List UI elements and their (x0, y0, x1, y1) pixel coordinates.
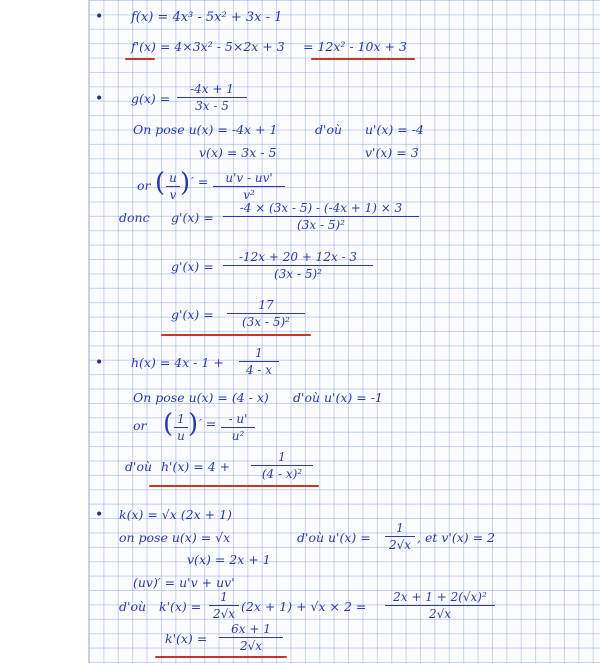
k-prime-1-a-num: 1 (220, 590, 228, 604)
g-prime-2-fraction (223, 251, 373, 280)
g-on-pose: On pose u(x) = -4x + 1 (133, 122, 278, 137)
g-prime-1-num: -4 × (3x - 5) - (-4x + 1) × 3 (239, 201, 403, 215)
g-fraction-bar (177, 97, 247, 98)
bullet-g: • (95, 91, 104, 107)
k-dou: d'où u'(x) = (297, 530, 371, 545)
h-bar (239, 361, 279, 362)
f-derivative: f'(x) = 4×3x² - 5×2x + 3 (131, 39, 285, 54)
g-prime-2-num: -12x + 20 + 12x - 3 (238, 250, 358, 264)
k-prime-1-fraction-a (209, 591, 239, 620)
k-prime-2-num: 6x + 1 (231, 622, 271, 636)
g-fraction (177, 83, 247, 112)
g-donc: donc (119, 210, 150, 225)
h-paren: ( (163, 409, 174, 439)
g-or-label: or (137, 178, 151, 193)
k-result-underline (155, 656, 287, 658)
h-inverse-prime: ′ = (199, 416, 217, 431)
k-prime-1-a-den: 2√x (212, 607, 236, 621)
k-u-prime-den: 2√x (388, 538, 412, 552)
g-prime-3: g'(x) = (171, 307, 214, 322)
g-denominator: 3x - 5 (195, 99, 229, 113)
h-num: 1 (255, 346, 263, 360)
h-lhs: h(x) = 4x - 1 + (131, 355, 224, 370)
g-quotient-den: v (169, 188, 177, 202)
k-u-prime-bar (385, 536, 415, 537)
g-quotient-rule (213, 172, 285, 201)
g-rule-num: u'v - uv' (225, 171, 273, 185)
h-rule-bar (221, 427, 255, 428)
g-quotient (166, 172, 180, 201)
h-rule-den: u² (231, 429, 245, 443)
h-inverse-num: 1 (177, 412, 185, 426)
k-prime-1-rest: (2x + 1) + √x × 2 = (241, 599, 367, 614)
f-definition: f(x) = 4x³ - 5x² + 3x - 1 (131, 10, 283, 25)
k-prime-2-fraction (219, 623, 283, 652)
g-prime-2-bar (223, 265, 373, 266)
g-v-prime: v'(x) = 3 (365, 145, 419, 160)
h-prime-bar (251, 465, 313, 466)
k-product-rule: (uv)′ = u'v + uv' (133, 575, 235, 590)
k-prime-2-den: 2√x (239, 639, 263, 653)
g-quotient-prime: ′ = (191, 174, 209, 189)
g-prime-3-den: (3x - 5)² (242, 315, 290, 329)
k-prime-1: k'(x) = (159, 599, 202, 614)
g-dou: d'où (315, 122, 343, 137)
g-numerator: -4x + 1 (190, 82, 234, 96)
g-prime-1: g'(x) = (171, 210, 214, 225)
h-prime-fraction (251, 451, 313, 480)
h-prime-num: 1 (278, 450, 286, 464)
k-prime-1-b-den: 2√x (428, 607, 452, 621)
k-prime-1-fraction-b (385, 591, 495, 620)
k-on-pose: on pose u(x) = √x (119, 530, 231, 545)
g-v: v(x) = 3x - 5 (199, 145, 277, 160)
k-v: v(x) = 2x + 1 (187, 552, 271, 567)
h-inverse (174, 413, 188, 442)
g-rule-den: v² (243, 188, 255, 202)
h-inverse-den: u (177, 429, 185, 443)
bullet-f: • (95, 9, 104, 25)
g-lhs: g(x) = (131, 91, 171, 106)
bullet-h: • (95, 355, 104, 371)
g-prime-1-fraction (223, 202, 419, 231)
k-definition: k(x) = √x (2x + 1) (119, 507, 232, 522)
g-prime-3-num: 17 (258, 298, 274, 312)
bullet-k: • (95, 507, 104, 523)
h-or-label: or (133, 418, 147, 433)
g-rule-bar (213, 186, 285, 187)
g-quotient-num: u (169, 171, 177, 185)
f-underline-result (311, 58, 415, 60)
h-rule-num: - u' (228, 412, 248, 426)
k-prime-2: k'(x) = (165, 631, 208, 646)
h-on-pose: On pose u(x) = (4 - x) (133, 390, 269, 405)
h-den: 4 - x (245, 363, 273, 377)
h-inverse-rule (221, 413, 255, 442)
k-u-prime-fraction (385, 522, 415, 551)
k-prime-1-b-num: 2x + 1 + 2(√x)² (393, 590, 487, 604)
g-result-underline (161, 334, 311, 336)
k-prime-1-b-bar (385, 605, 495, 606)
k-prime-1-a-bar (209, 605, 239, 606)
g-prime-1-den: (3x - 5)² (297, 218, 345, 232)
h-fraction (239, 347, 279, 376)
g-u-prime: u'(x) = -4 (365, 122, 424, 137)
f-derivative-result: = 12x² - 10x + 3 (303, 39, 407, 54)
g-paren-close: ) (180, 168, 191, 198)
g-quotient-bar (166, 186, 180, 187)
k-u-prime-num: 1 (396, 521, 404, 535)
k-dou-2: d'où (119, 599, 147, 614)
h-inverse-bar (174, 427, 188, 428)
g-paren: ( (155, 168, 166, 198)
g-prime-3-bar (227, 313, 305, 314)
k-et-v-prime: , et v'(x) = 2 (417, 530, 496, 545)
h-prime: h'(x) = 4 + (161, 459, 231, 474)
h-dou-2: d'où (125, 459, 153, 474)
g-prime-2-den: (3x - 5)² (274, 267, 322, 281)
g-prime-2: g'(x) = (171, 259, 214, 274)
g-prime-1-bar (223, 216, 419, 217)
g-prime-3-fraction (227, 299, 305, 328)
h-prime-den: (4 - x)² (261, 467, 303, 481)
f-underline-lhs (125, 58, 155, 60)
k-prime-2-bar (219, 637, 283, 638)
h-dou: d'où u'(x) = -1 (293, 390, 383, 405)
graph-paper-sheet (88, 0, 600, 663)
h-result-underline (149, 485, 319, 487)
h-paren-close: ) (188, 409, 199, 439)
